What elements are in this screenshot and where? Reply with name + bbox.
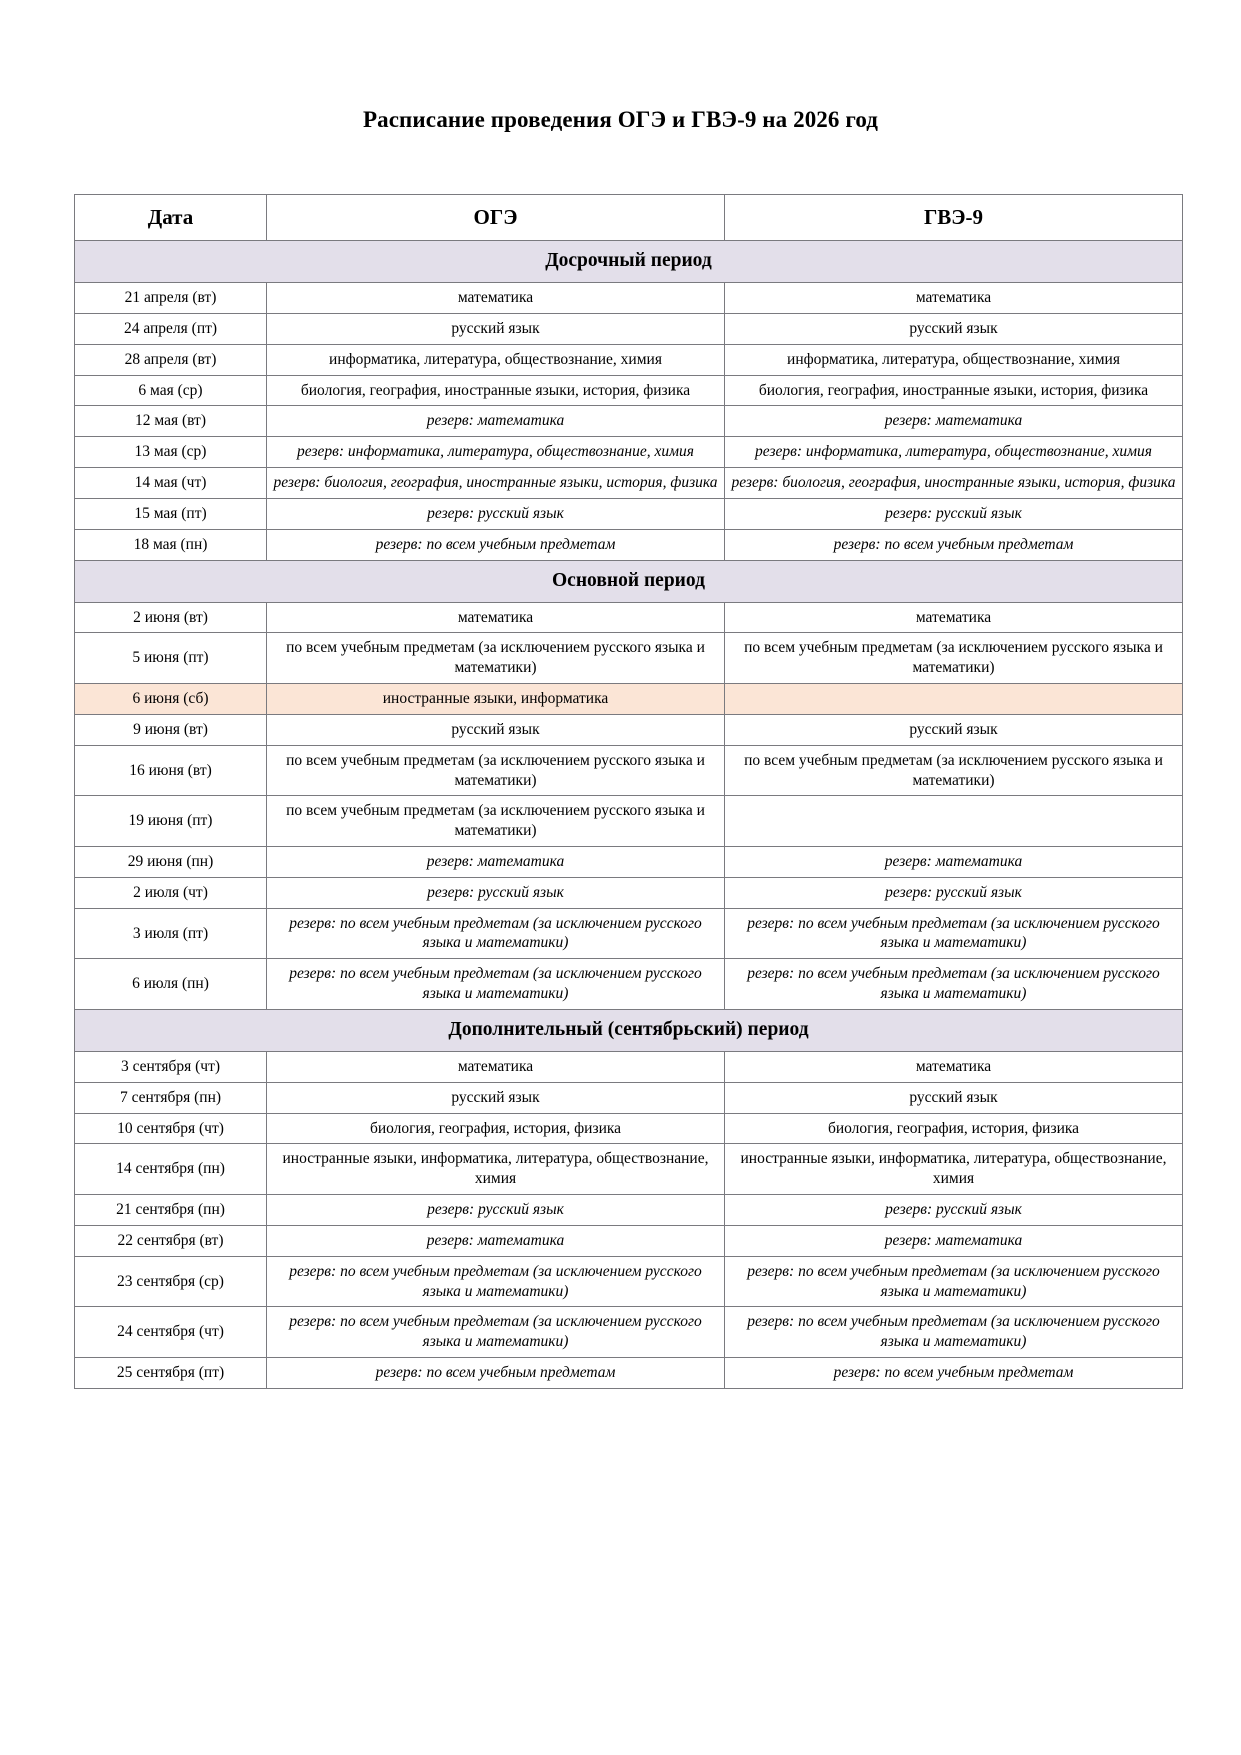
header-row <box>75 195 1183 241</box>
table-row <box>75 1051 1183 1082</box>
table-header <box>75 195 1183 241</box>
cell-date: 12 мая (вт) <box>75 406 267 437</box>
cell-gve-subjects: резерв: математика <box>725 846 1183 877</box>
table-row <box>75 877 1183 908</box>
section-header-row <box>75 241 1183 283</box>
section-header-row <box>75 560 1183 602</box>
cell-date: 16 июня (вт) <box>75 745 267 796</box>
cell-oge-subjects: резерв: по всем учебным предметам (за исключением русского языка и математики) <box>267 1256 725 1307</box>
cell-oge-subjects: русский язык <box>267 313 725 344</box>
table-row <box>75 283 1183 314</box>
table-row <box>75 1225 1183 1256</box>
cell-gve-subjects: информатика, литература, обществознание, химия <box>725 344 1183 375</box>
cell-gve-subjects: биология, география, история, физика <box>725 1113 1183 1144</box>
cell-gve-subjects: резерв: по всем учебным предметам <box>725 529 1183 560</box>
table-row <box>75 406 1183 437</box>
cell-gve-subjects: резерв: русский язык <box>725 877 1183 908</box>
cell-gve-subjects: математика <box>725 1051 1183 1082</box>
table-row <box>75 529 1183 560</box>
cell-date: 6 июня (сб) <box>75 684 267 715</box>
cell-date: 23 сентября (ср) <box>75 1256 267 1307</box>
table-row <box>75 745 1183 796</box>
cell-oge-subjects: резерв: русский язык <box>267 498 725 529</box>
cell-date: 15 мая (пт) <box>75 498 267 529</box>
cell-oge-subjects: по всем учебным предметам (за исключением русского языка и математики) <box>267 633 725 684</box>
table-row <box>75 959 1183 1010</box>
cell-date: 28 апреля (вт) <box>75 344 267 375</box>
table-body <box>75 241 1183 1389</box>
table-row <box>75 602 1183 633</box>
cell-gve-subjects: по всем учебным предметам (за исключением русского языка и математики) <box>725 633 1183 684</box>
table-row <box>75 633 1183 684</box>
section-title: Дополнительный (сентябрьский) период <box>75 1009 1183 1051</box>
table-row <box>75 1256 1183 1307</box>
cell-date: 13 мая (ср) <box>75 437 267 468</box>
cell-gve-subjects: резерв: математика <box>725 1225 1183 1256</box>
cell-oge-subjects: резерв: биология, география, иностранные языки, история, физика <box>267 468 725 499</box>
cell-date: 5 июня (пт) <box>75 633 267 684</box>
cell-oge-subjects: информатика, литература, обществознание, химия <box>267 344 725 375</box>
cell-date: 24 апреля (пт) <box>75 313 267 344</box>
cell-date: 2 июня (вт) <box>75 602 267 633</box>
cell-date: 14 сентября (пн) <box>75 1144 267 1195</box>
cell-oge-subjects: резерв: по всем учебным предметам <box>267 1358 725 1389</box>
cell-oge-subjects: резерв: по всем учебным предметам (за исключением русского языка и математики) <box>267 1307 725 1358</box>
cell-gve-subjects: по всем учебным предметам (за исключением русского языка и математики) <box>725 745 1183 796</box>
section-title: Досрочный период <box>75 241 1183 283</box>
cell-date: 6 мая (ср) <box>75 375 267 406</box>
table-row <box>75 684 1183 715</box>
table-row <box>75 1113 1183 1144</box>
table-row <box>75 1195 1183 1226</box>
page-title: Расписание проведения ОГЭ и ГВЭ-9 на 2026 год <box>362 107 878 132</box>
cell-oge-subjects: математика <box>267 283 725 314</box>
table-row <box>75 437 1183 468</box>
cell-gve-subjects: резерв: математика <box>725 406 1183 437</box>
cell-gve-subjects: резерв: биология, география, иностранные языки, история, физика <box>725 468 1183 499</box>
cell-gve-empty <box>725 796 1183 847</box>
table-row <box>75 468 1183 499</box>
cell-oge-subjects: резерв: математика <box>267 406 725 437</box>
cell-oge-subjects: математика <box>267 1051 725 1082</box>
exam-schedule-table <box>74 194 1183 1389</box>
cell-gve-subjects: резерв: русский язык <box>725 498 1183 529</box>
cell-date: 19 июня (пт) <box>75 796 267 847</box>
cell-oge-subjects: резерв: по всем учебным предметам <box>267 529 725 560</box>
cell-gve-subjects: биология, география, иностранные языки, история, физика <box>725 375 1183 406</box>
cell-gve-subjects: резерв: по всем учебным предметам (за исключением русского языка и математики) <box>725 1307 1183 1358</box>
cell-oge-subjects: биология, география, иностранные языки, история, физика <box>267 375 725 406</box>
column-header-gve: ГВЭ-9 <box>725 195 1183 241</box>
cell-gve-subjects: математика <box>725 602 1183 633</box>
cell-gve-subjects: русский язык <box>725 313 1183 344</box>
cell-date: 7 сентября (пн) <box>75 1082 267 1113</box>
cell-date: 3 сентября (чт) <box>75 1051 267 1082</box>
cell-oge-subjects: русский язык <box>267 1082 725 1113</box>
cell-gve-subjects: резерв: по всем учебным предметам (за исключением русского языка и математики) <box>725 959 1183 1010</box>
cell-gve-empty <box>725 684 1183 715</box>
section-header-row <box>75 1009 1183 1051</box>
cell-date: 21 сентября (пн) <box>75 1195 267 1226</box>
cell-date: 18 мая (пн) <box>75 529 267 560</box>
cell-oge-subjects: математика <box>267 602 725 633</box>
cell-oge-subjects: по всем учебным предметам (за исключением русского языка и математики) <box>267 745 725 796</box>
cell-oge-subjects: по всем учебным предметам (за исключением русского языка и математики) <box>267 796 725 847</box>
cell-date: 10 сентября (чт) <box>75 1113 267 1144</box>
cell-date: 9 июня (вт) <box>75 714 267 745</box>
table-row <box>75 313 1183 344</box>
cell-date: 6 июля (пн) <box>75 959 267 1010</box>
cell-gve-subjects: резерв: по всем учебным предметам (за исключением русского языка и математики) <box>725 1256 1183 1307</box>
cell-gve-subjects: резерв: по всем учебным предметам <box>725 1358 1183 1389</box>
cell-gve-subjects: русский язык <box>725 714 1183 745</box>
cell-oge-subjects: иностранные языки, информатика <box>267 684 725 715</box>
table-row <box>75 714 1183 745</box>
cell-oge-subjects: биология, география, история, физика <box>267 1113 725 1144</box>
section-title: Основной период <box>75 560 1183 602</box>
cell-oge-subjects: резерв: русский язык <box>267 877 725 908</box>
cell-date: 3 июля (пт) <box>75 908 267 959</box>
cell-oge-subjects: резерв: математика <box>267 1225 725 1256</box>
cell-gve-subjects: иностранные языки, информатика, литература, обществознание, химия <box>725 1144 1183 1195</box>
cell-date: 2 июля (чт) <box>75 877 267 908</box>
column-header-date: Дата <box>75 195 267 241</box>
cell-oge-subjects: русский язык <box>267 714 725 745</box>
schedule-table-container <box>74 194 1182 1389</box>
cell-oge-subjects: иностранные языки, информатика, литература, обществознание, химия <box>267 1144 725 1195</box>
cell-gve-subjects: русский язык <box>725 1082 1183 1113</box>
table-row <box>75 908 1183 959</box>
column-header-oge: ОГЭ <box>267 195 725 241</box>
cell-gve-subjects: резерв: русский язык <box>725 1195 1183 1226</box>
cell-date: 29 июня (пн) <box>75 846 267 877</box>
cell-oge-subjects: резерв: русский язык <box>267 1195 725 1226</box>
cell-gve-subjects: резерв: информатика, литература, обществознание, химия <box>725 437 1183 468</box>
cell-date: 14 мая (чт) <box>75 468 267 499</box>
table-row <box>75 846 1183 877</box>
table-row <box>75 375 1183 406</box>
table-row <box>75 1307 1183 1358</box>
cell-oge-subjects: резерв: информатика, литература, обществознание, химия <box>267 437 725 468</box>
table-row <box>75 344 1183 375</box>
cell-date: 21 апреля (вт) <box>75 283 267 314</box>
table-row <box>75 1358 1183 1389</box>
cell-date: 22 сентября (вт) <box>75 1225 267 1256</box>
cell-gve-subjects: резерв: по всем учебным предметам (за исключением русского языка и математики) <box>725 908 1183 959</box>
table-row <box>75 498 1183 529</box>
cell-oge-subjects: резерв: математика <box>267 846 725 877</box>
table-row <box>75 796 1183 847</box>
cell-oge-subjects: резерв: по всем учебным предметам (за исключением русского языка и математики) <box>267 908 725 959</box>
cell-date: 25 сентября (пт) <box>75 1358 267 1389</box>
cell-gve-subjects: математика <box>725 283 1183 314</box>
table-row <box>75 1082 1183 1113</box>
cell-date: 24 сентября (чт) <box>75 1307 267 1358</box>
table-row <box>75 1144 1183 1195</box>
cell-oge-subjects: резерв: по всем учебным предметам (за исключением русского языка и математики) <box>267 959 725 1010</box>
